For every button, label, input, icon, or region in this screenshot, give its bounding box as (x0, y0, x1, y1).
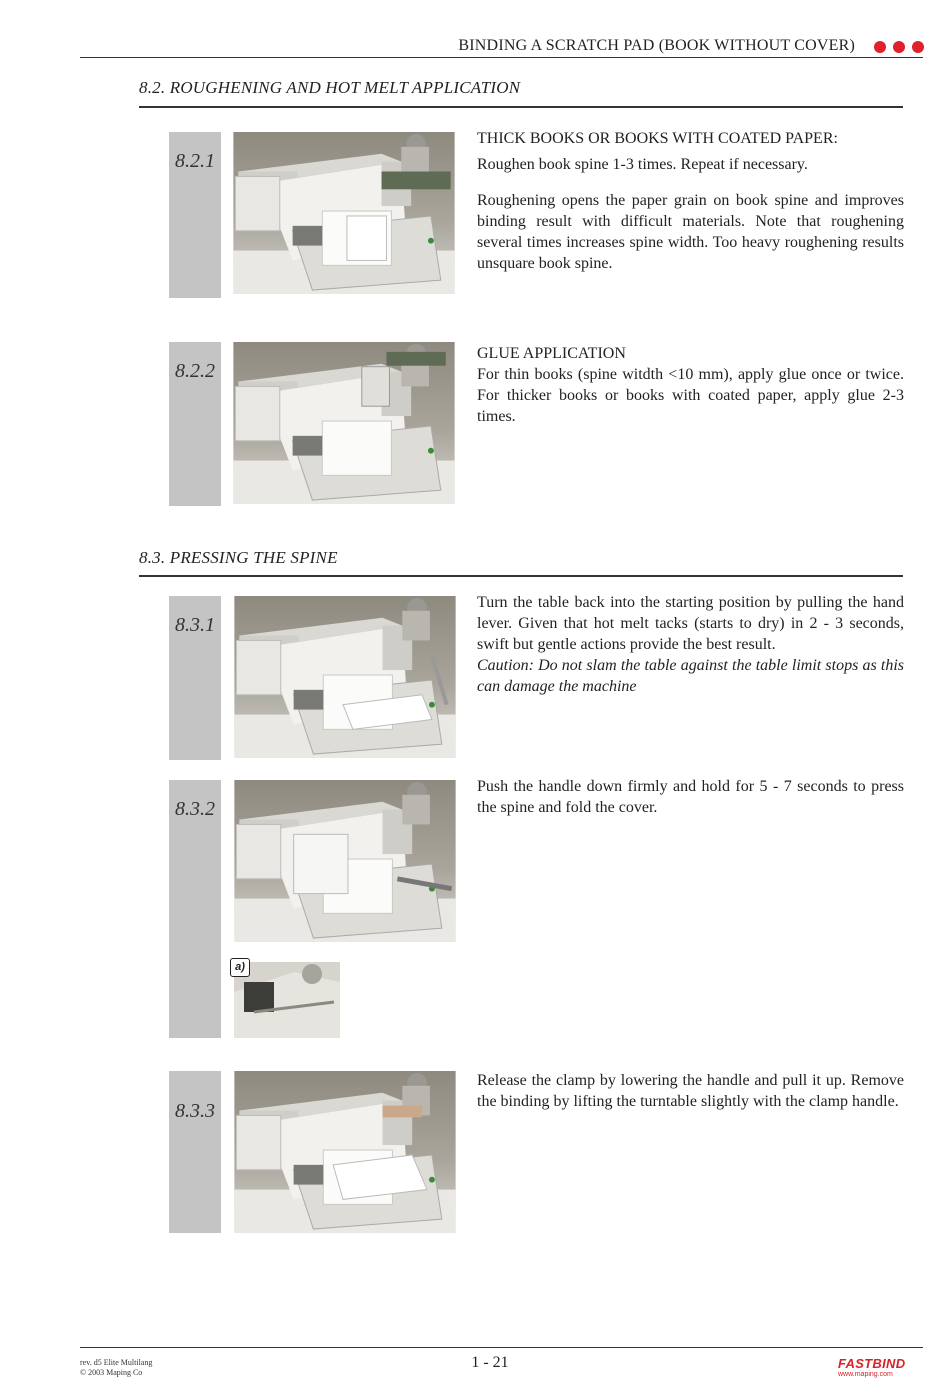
logo-url: www.maping.com (838, 1371, 893, 1378)
section-title: 8.2. ROUGHENING AND HOT MELT APPLICATION (139, 78, 521, 97)
section-title: 8.3. PRESSING THE SPINE (139, 548, 338, 567)
step-caution (477, 655, 904, 697)
machine-photo-release (234, 1071, 456, 1233)
step-paragraph: Roughening opens the paper grain on book spine and improves binding result with difficult materials. Note that roughening several times increases spine width. Too heavy roughening results unsquare book spine. (477, 192, 904, 272)
step-number: 8.3.1 (175, 614, 215, 636)
step-caption: THICK BOOKS OR BOOKS WITH COATED PAPER: (477, 130, 838, 147)
step-text (477, 1070, 904, 1112)
machine-photo-glue (233, 342, 455, 504)
header-dot-icon (912, 41, 924, 53)
page-number: 1 - 21 (471, 1354, 509, 1371)
detail-label: a) (230, 958, 250, 977)
step-instruction: Roughen book spine 1-3 times. Repeat if necessary. (477, 156, 808, 173)
step-bar (169, 1071, 221, 1233)
section-rule (139, 106, 903, 108)
machine-photo-press (234, 780, 456, 942)
logo-text: FASTBIND (838, 1356, 906, 1371)
step-number: 8.2.1 (175, 150, 215, 172)
footer-copyright: © 2003 Maping Co (80, 1368, 143, 1377)
fastbind-logo (838, 1356, 920, 1384)
step-paragraph: Release the clamp by lowering the handle and pull it up. Remove the binding by lifting the turntable slightly with the clamp handle. (477, 1072, 904, 1110)
step-text (477, 128, 904, 274)
caution-text: Caution: Do not slam the table against the table limit stops as this can damage the machine (477, 657, 904, 695)
step-number: 8.2.2 (175, 360, 215, 382)
step-text (477, 343, 904, 427)
machine-photo-roughening (233, 132, 455, 294)
header-rule (80, 57, 923, 58)
step-text (477, 592, 904, 697)
header-dot-icon (874, 41, 886, 53)
step-caption: GLUE APPLICATION (477, 345, 626, 362)
step-number: 8.3.2 (175, 798, 215, 820)
step-paragraph: Turn the table back into the starting position by pulling the hand lever. Given that hot melt tacks (starts to dry) in 2 - 3 seconds, swift but gentle actions provide the best result. (477, 594, 904, 653)
step-paragraph: Push the handle down firmly and hold for 5 - 7 seconds to press the spine and fold the cover. (477, 778, 904, 816)
step-paragraph: For thin books (spine witdth <10 mm), apply glue once or twice. For thicker books or books with coated paper, apply glue 2-3 times. (477, 366, 904, 425)
section-rule (139, 575, 903, 577)
step-text (477, 776, 904, 818)
page-header-title: BINDING A SCRATCH PAD (BOOK WITHOUT COVER) (458, 37, 855, 54)
footer-rule (80, 1347, 923, 1348)
step-number: 8.3.3 (175, 1100, 215, 1122)
machine-photo-table-return (234, 596, 456, 758)
header-dot-icon (893, 41, 905, 53)
footer-revision: rev. d5 Elite Multilang (80, 1358, 153, 1367)
